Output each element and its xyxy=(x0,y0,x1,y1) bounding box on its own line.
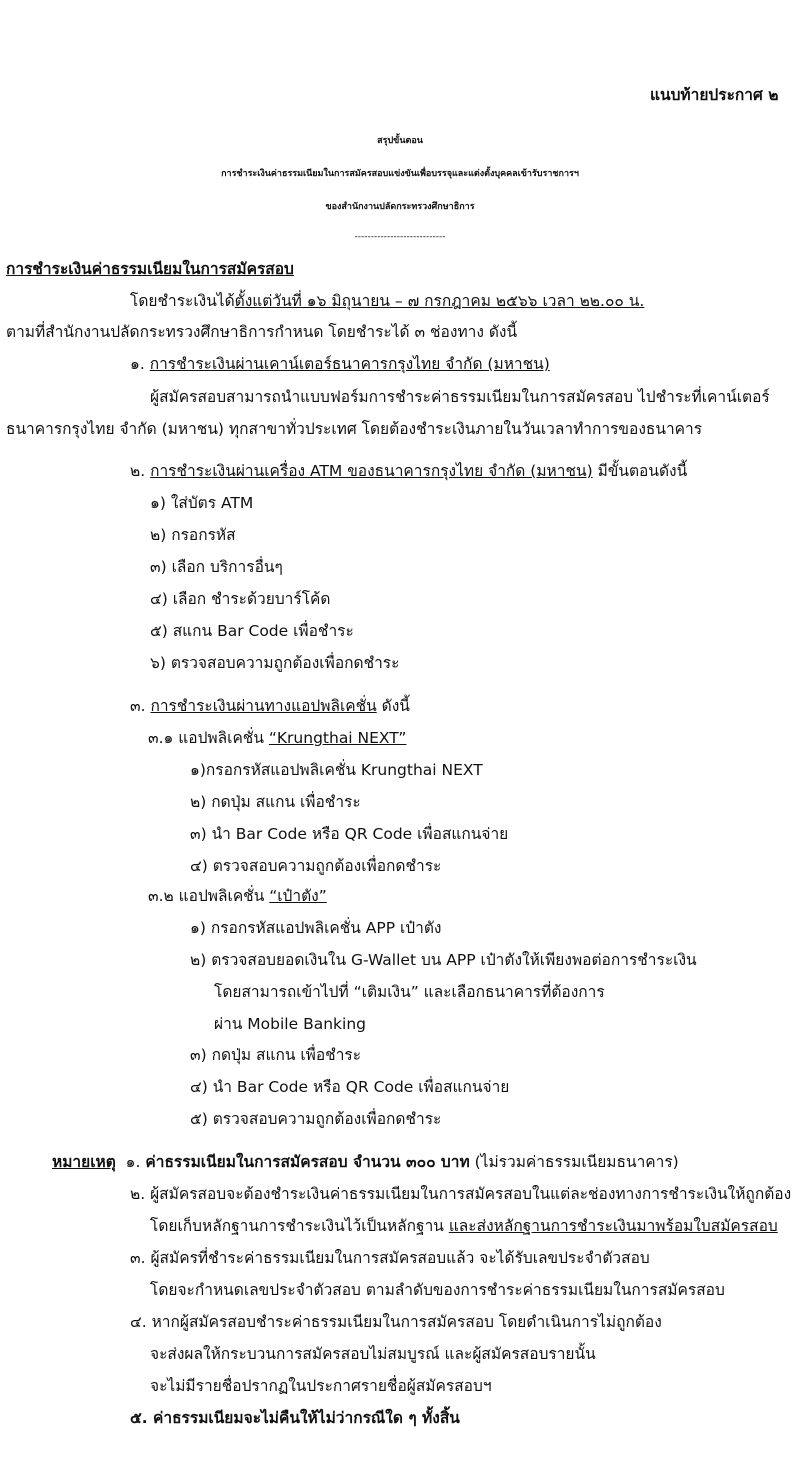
notes-label: หมายเหตุ xyxy=(52,1153,116,1171)
app-2-step-cont: โดยสามารถเข้าไปที่ “เติมเงิน” และเลือกธนาคารที่ต้องการ xyxy=(214,983,605,1001)
app-1-title xyxy=(148,727,406,749)
app-2-step: ๓) กดปุ่ม สแกน เพื่อชำระ xyxy=(190,1046,362,1064)
method-3-heading: การชำระเงินผ่านทางแอปพลิเคชั่น xyxy=(150,697,377,715)
app-2-step: ๒) ตรวจสอบยอดเงินใน G-Wallet บน APP เป๋าตังให้เพียงพอต่อการชำระเงิน xyxy=(190,951,697,969)
title-line-3: ของสำนักงานปลัดกระทรวงศึกษาธิการ xyxy=(325,202,475,212)
note-2-line-1: ๒. ผู้สมัครสอบจะต้องชำระเงินค่าธรรมเนียมในการสมัครสอบในแต่ละช่องทางการชำระเงินให้ถูกต้อง xyxy=(130,1185,792,1203)
title-line-1: สรุปขั้นตอน xyxy=(377,136,423,146)
note-4-line-1: ๔. หากผู้สมัครสอบชำระค่าธรรมเนียมในการสมัครสอบ โดยดำเนินการไม่ถูกต้อง xyxy=(130,1313,662,1331)
title-divider: ---------------------------- xyxy=(354,232,446,242)
note-2-line-2 xyxy=(150,1215,778,1237)
note-1-rest: (ไม่รวมค่าธรรมเนียมธนาคาร) xyxy=(469,1153,679,1171)
note-1-fee: ค่าธรรมเนียมในการสมัครสอบ จำนวน ๓๐๐ บาท xyxy=(145,1153,470,1171)
note-4-line-2: จะส่งผลให้กระบวนการสมัครสอบไม่สมบูรณ์ และผู้สมัครสอบรายนั้น xyxy=(150,1345,596,1363)
period-dates: ตั้งแต่วันที่ ๑๖ มิถุนายน – ๗ กรกฎาคม ๒๕๖๖ เวลา ๒๒.๐๐ น. xyxy=(234,292,645,310)
method-3-num: ๓. xyxy=(130,697,146,715)
method-1-heading: การชำระเงินผ่านเคาน์เตอร์ธนาคารกรุงไทย จำกัด (มหาชน) xyxy=(149,355,550,373)
method-2-heading: การชำระเงินผ่านเครื่อง ATM ของธนาคารกรุงไทย จำกัด (มหาชน) xyxy=(150,462,593,480)
method-2-suffix: มีขั้นตอนดังนี้ xyxy=(592,462,688,480)
method-2-num: ๒. xyxy=(130,462,146,480)
channels-line: ตามที่สำนักงานปลัดกระทรวงศึกษาธิการกำหนด โดยชำระได้ ๓ ช่องทาง ดังนี้ xyxy=(6,323,518,341)
app-2-prefix: ๓.๒ แอปพลิเคชั่น xyxy=(148,887,270,905)
app-2-step-cont: ผ่าน Mobile Banking xyxy=(214,1015,366,1033)
note-2-underlined: และส่งหลักฐานการชำระเงินมาพร้อมใบสมัครสอบ xyxy=(448,1217,778,1235)
note-5-line: ๕. ค่าธรรมเนียมจะไม่คืนให้ไม่ว่ากรณีใด ๆ ทั้งสิ้น xyxy=(130,1409,460,1427)
note-2-plain: โดยเก็บหลักฐานการชำระเงินไว้เป็นหลักฐาน xyxy=(150,1217,449,1235)
note-3-line-2: โดยจะกำหนดเลขประจำตัวสอบ ตามลำดับของการชำระค่าธรรมเนียมในการสมัครสอบ xyxy=(150,1281,725,1299)
note-1-num: ๑. xyxy=(125,1153,141,1171)
note-3-line-1: ๓. ผู้สมัครที่ชำระค่าธรรมเนียมในการสมัครสอบแล้ว จะได้รับเลขประจำตัวสอบ xyxy=(130,1249,650,1267)
period-prefix: โดยชำระเงินได้ xyxy=(130,292,235,310)
method-1-num: ๑. xyxy=(130,355,145,373)
method-1-title xyxy=(130,353,550,375)
app-2-step: ๕) ตรวจสอบความถูกต้องเพื่อกดชำระ xyxy=(190,1110,442,1128)
section-heading: การชำระเงินค่าธรรมเนียมในการสมัครสอบ xyxy=(6,260,294,278)
app-2-name: “เป๋าตัง” xyxy=(269,887,327,905)
title-line-2: การชำระเงินค่าธรรมเนียมในการสมัครสอบแข่งขันเพื่อบรรจุและแต่งตั้งบุคคลเข้ารับราชการฯ xyxy=(221,169,579,179)
note-1-line xyxy=(52,1151,679,1173)
app-1-step: ๓) นำ Bar Code หรือ QR Code เพื่อสแกนจ่าย xyxy=(190,825,509,843)
app-1-name: “Krungthai NEXT” xyxy=(268,729,407,747)
period-line xyxy=(130,290,644,312)
app-1-prefix: ๓.๑ แอปพลิเคชั่น xyxy=(148,729,269,747)
app-1-step: ๑)กรอกรหัสแอปพลิเคชั่น Krungthai NEXT xyxy=(190,761,483,779)
app-1-step: ๔) ตรวจสอบความถูกต้องเพื่อกดชำระ xyxy=(190,857,442,875)
app-2-title xyxy=(148,885,327,907)
app-2-step: ๑) กรอกรหัสแอปพลิเคชั่น APP เป๋าตัง xyxy=(190,919,442,937)
note-4-line-3: จะไม่มีรายชื่อปรากฏในประกาศรายชื่อผู้สมัครสอบฯ xyxy=(150,1377,492,1395)
atm-step: ๒) กรอกรหัส xyxy=(150,526,236,544)
atm-step: ๑) ใส่บัตร ATM xyxy=(150,494,254,512)
app-1-step: ๒) กดปุ่ม สแกน เพื่อชำระ xyxy=(190,793,361,811)
method-3-suffix: ดังนี้ xyxy=(376,697,410,715)
atm-step: ๓) เลือก บริการอื่นๆ xyxy=(150,558,283,576)
atm-step: ๖) ตรวจสอบความถูกต้องเพื่อกดชำระ xyxy=(150,654,400,672)
method-3-title xyxy=(130,695,410,717)
method-2-title xyxy=(130,460,687,482)
method-1-desc-1: ผู้สมัครสอบสามารถนำแบบฟอร์มการชำระค่าธรรมเนียมในการสมัครสอบ ไปชำระที่เคาน์เตอร์ xyxy=(150,388,770,406)
annex-label: แนบท้ายประกาศ ๒ xyxy=(650,86,779,104)
app-2-step: ๔) นำ Bar Code หรือ QR Code เพื่อสแกนจ่าย xyxy=(190,1078,510,1096)
atm-step: ๕) สแกน Bar Code เพื่อชำระ xyxy=(150,622,354,640)
method-1-desc-2: ธนาคารกรุงไทย จำกัด (มหาชน) ทุกสาขาทั่วประเทศ โดยต้องชำระเงินภายในวันเวลาทำการของธนาคาร xyxy=(6,420,703,438)
atm-step: ๔) เลือก ชำระด้วยบาร์โค้ด xyxy=(150,590,331,608)
